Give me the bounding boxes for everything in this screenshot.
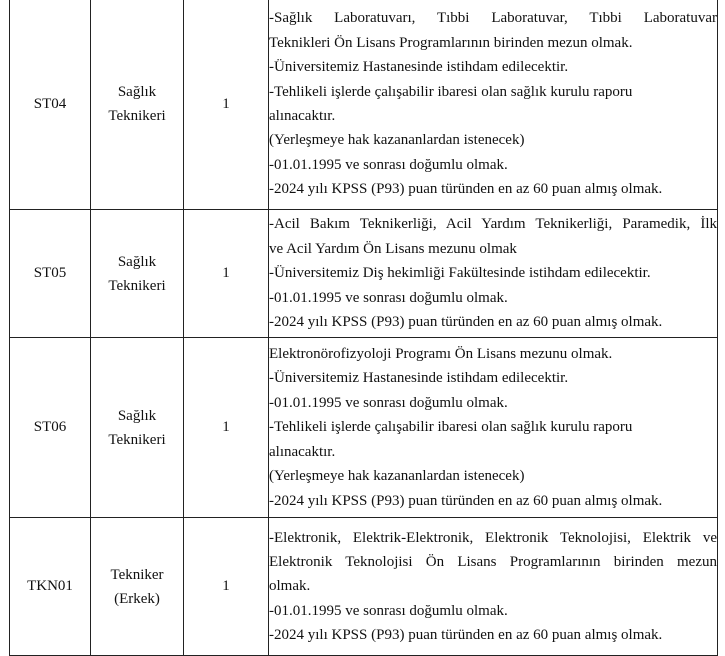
requirement-line: Elektronörofizyoloji Programı Ön Lisans mezunu olmak. [269, 346, 613, 363]
position-title-cell [91, 210, 184, 338]
position-title-line: Sağlık [117, 253, 157, 270]
requirement-line: (Yerleşmeye hak kazananlardan istenecek) [269, 468, 525, 485]
position-title-line: Teknikeri [108, 108, 166, 124]
table-row [10, 0, 718, 210]
requirement-line: -2024 yılı KPSS (P93) puan türünden en az 60 puan almış olmak. [269, 627, 663, 644]
requirement-line: Elektronik Teknolojisi Ön Lisans Programlarının birinden mezun [269, 553, 717, 570]
requirement-line: -Üniversitemiz Hastanesinde istihdam edilecektir. [269, 59, 569, 76]
position-title-line: Teknikeri [108, 277, 166, 294]
requirement-line: -2024 yılı KPSS (P93) puan türünden en az 60 puan almış olmak. [269, 181, 663, 198]
requirement-line: -01.01.1995 ve sonrası doğumlu olmak. [269, 156, 508, 173]
requirement-line: alınacaktır. [269, 443, 336, 460]
requirement-line: -01.01.1995 ve sonrası doğumlu olmak. [269, 602, 508, 619]
requirement-line: (Yerleşmeye hak kazananlardan istenecek) [269, 132, 525, 149]
requirement-line: -Elektronik, Elektrik-Elektronik, Elektronik Teknolojisi, Elektrik ve [269, 529, 717, 546]
position-title-line: Sağlık [117, 84, 157, 100]
requirements-cell [269, 0, 718, 210]
position-code-cell: ST05 [10, 210, 91, 338]
table-row [10, 518, 718, 656]
requirements-cell [269, 518, 718, 656]
requirements-cell [269, 338, 718, 518]
position-title-cell [91, 0, 184, 210]
position-title-line: (Erkek) [114, 590, 160, 607]
quantity-cell: 1 [184, 518, 269, 656]
requirement-line: alınacaktır. [269, 107, 336, 124]
quantity-cell: 1 [184, 210, 269, 338]
position-code-cell: TKN01 [10, 518, 91, 656]
position-title-line: Teknikeri [108, 431, 166, 448]
requirements-table-body [10, 0, 718, 656]
requirement-line: -Tehlikeli işlerde çalışabilir ibaresi olan sağlık kurulu raporu [269, 83, 633, 100]
position-title-cell [91, 518, 184, 656]
position-title-line: Tekniker [110, 566, 164, 583]
quantity-cell: 1 [184, 338, 269, 518]
requirement-line: Teknikleri Ön Lisans Programlarının birinden mezun olmak. [269, 34, 633, 51]
table-row [10, 338, 718, 518]
requirement-line: -2024 yılı KPSS (P93) puan türünden en az 60 puan almış olmak. [269, 492, 663, 509]
position-title-line: Sağlık [117, 407, 157, 424]
requirement-line: -01.01.1995 ve sonrası doğumlu olmak. [269, 394, 508, 411]
quantity-cell: 1 [184, 0, 269, 210]
requirement-line: -Üniversitemiz Diş hekimliği Fakültesinde istihdam edilecektir. [269, 265, 651, 282]
requirement-line: ve Acil Yardım Ön Lisans mezunu olmak [269, 240, 517, 257]
requirement-line: -Sağlık Laboratuvarı, Tıbbi Laboratuvar, Tıbbi Laboratuvar [269, 10, 717, 27]
requirement-line: -01.01.1995 ve sonrası doğumlu olmak. [269, 289, 508, 306]
position-title-cell [91, 338, 184, 518]
requirement-line: olmak. [269, 578, 311, 595]
requirement-line: -Tehlikeli işlerde çalışabilir ibaresi olan sağlık kurulu raporu [269, 419, 633, 436]
table-row [10, 210, 718, 338]
requirement-line: -Üniversitemiz Hastanesinde istihdam edilecektir. [269, 370, 569, 387]
position-code-cell: ST04 [10, 0, 91, 210]
requirements-cell [269, 210, 718, 338]
requirement-line: -Acil Bakım Teknikerliği, Acil Yardım Teknikerliği, Paramedik, İlk [269, 216, 717, 233]
requirement-line: -2024 yılı KPSS (P93) puan türünden en az 60 puan almış olmak. [269, 314, 663, 331]
requirements-table [9, 0, 718, 656]
position-code-cell: ST06 [10, 338, 91, 518]
